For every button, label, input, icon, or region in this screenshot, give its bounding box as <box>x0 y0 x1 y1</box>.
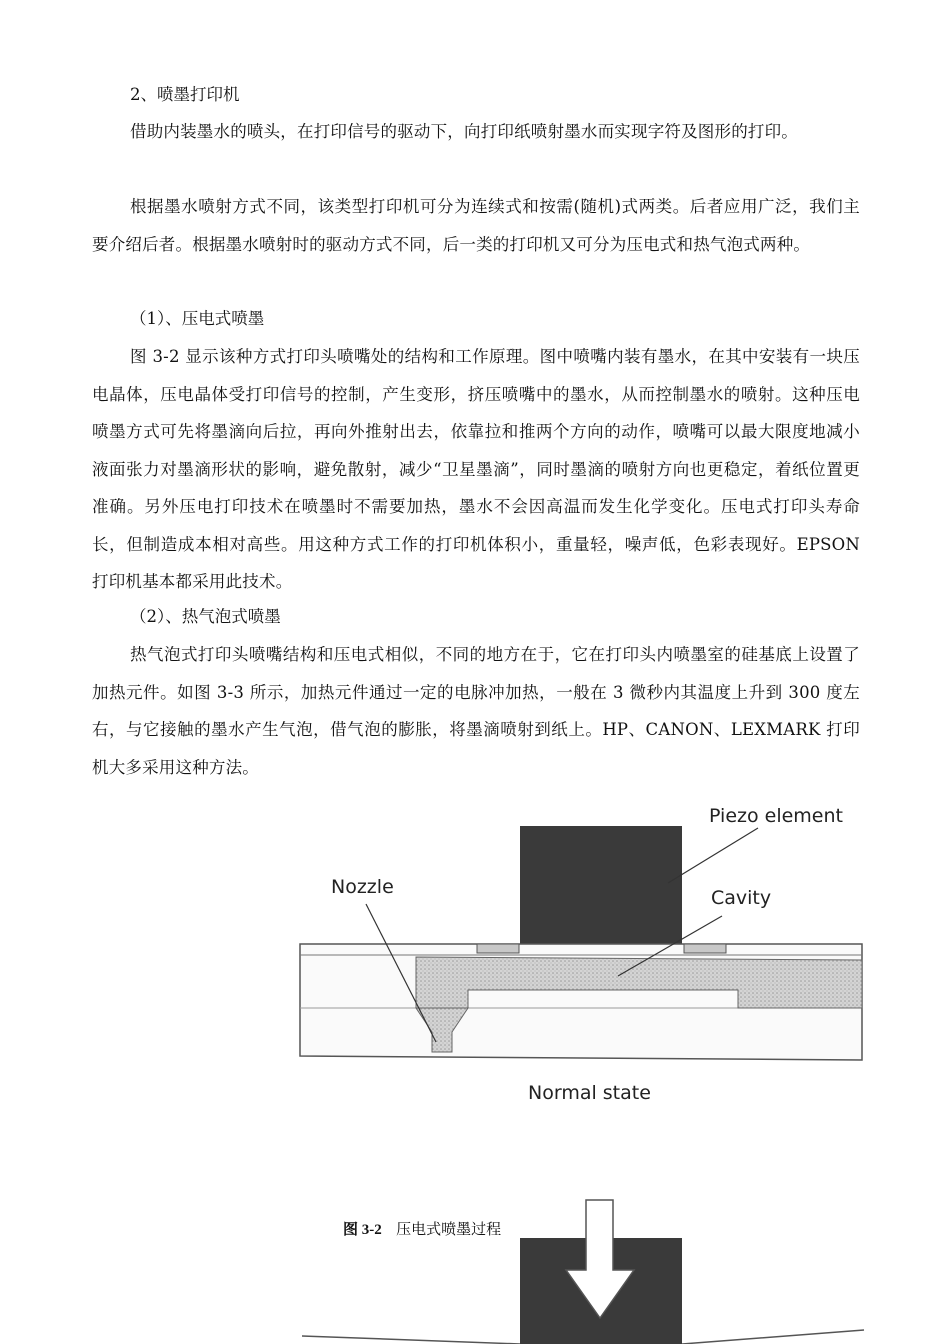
caption-number: 图 3-2 <box>343 1222 382 1238</box>
paragraph-piezo: 图 3-2 显示该种方式打印头喷嘴处的结构和工作原理。图中喷嘴内装有墨水，在其中安装有一块压电晶体，压电晶体受打印信号的控制，产生变形，挤压喷嘴中的墨水，从而控制墨水的喷射。这种压电喷墨方式可先将墨滴向后拉，再向外推射出去，依靠拉和推两个方向的动作，喷嘴可以最大限度地减小液面张力对墨滴形状的影响，避免散射，减少“卫星墨滴”，同时墨滴的喷射方向也更稳定，着纸位置更准确。另外压电打印技术在喷墨时不需要加热，墨水不会因高温而发生化学变化。压电式打印头寿命长，但制造成本相对高些。用这种方式工作的打印机体积小，重量轻，噪声低，色彩表现好。EPSON 打印机基本都采用此技术。 <box>92 347 860 591</box>
paragraph-thermal: 热气泡式打印头喷嘴结构和压电式相似，不同的地方在于，它在打印头内喷墨室的硅基底上设置了加热元件。如图 3-3 所示，加热元件通过一定的电脉冲加热，一般在 3 微秒内其温度上升到 300 度左右，与它接触的墨水产生气泡，借气泡的膨胀，将墨滴喷射到纸上。HP、CANON、LEXMARK 打印机大多采用这种方法。 <box>92 645 860 777</box>
piezo-element-block <box>520 826 682 944</box>
figure-caption <box>343 1218 501 1239</box>
paragraph-classification: 根据墨水喷射方式不同，该类型打印机可分为连续式和按需(随机)式两类。后者应用广泛，我们主要介绍后者。根据墨水喷射时的驱动方式不同，后一类的打印机又可分为压电式和热气泡式两种。 <box>92 197 860 254</box>
electrode-pad-right <box>684 944 726 953</box>
subsection-title-piezo: （1）、压电式喷墨 <box>130 309 265 328</box>
label-cavity: Cavity <box>711 887 772 909</box>
section-title: 2、喷墨打印机 <box>130 85 240 104</box>
label-normal-state: Normal state <box>528 1082 651 1104</box>
label-piezo-element: Piezo element <box>709 805 843 827</box>
subsection-title-thermal: （2）、热气泡式喷墨 <box>130 607 281 626</box>
paragraph-intro: 借助内装墨水的喷头，在打印信号的驱动下，向打印纸喷射墨水而实现字符及图形的打印。 <box>130 122 798 141</box>
label-nozzle: Nozzle <box>331 876 394 898</box>
caption-text: 压电式喷墨过程 <box>396 1220 502 1238</box>
electrode-pad-left <box>477 944 519 953</box>
